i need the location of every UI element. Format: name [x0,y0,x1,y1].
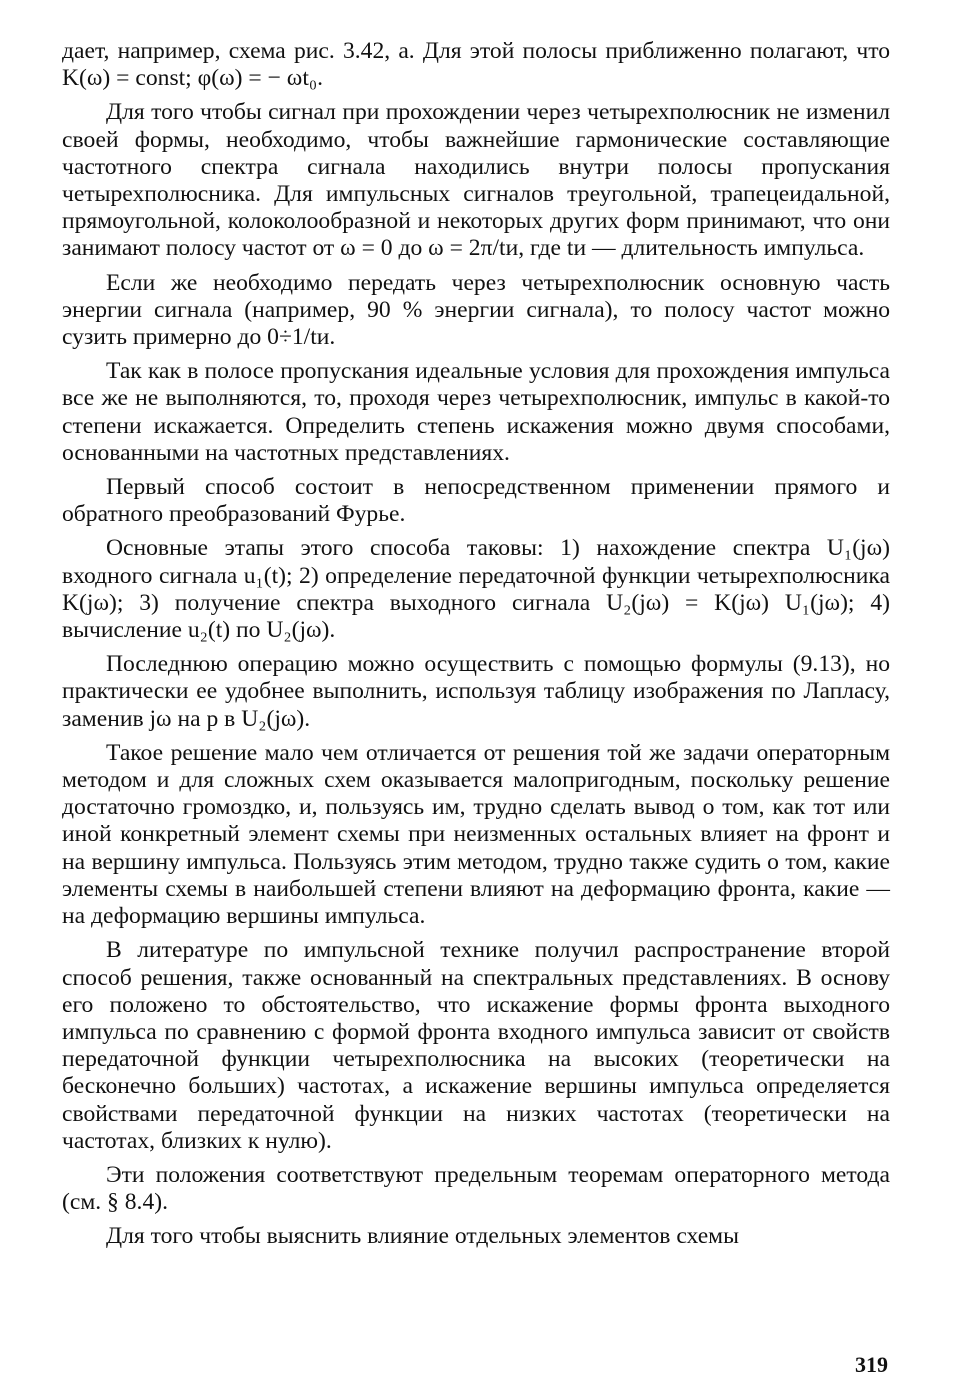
paragraph-10: Эти положения соответствуют предельным теоремам операторного метода (см. § 8.4). [62,1161,890,1216]
paragraph-5: Первый способ состоит в непосредственном применении прямого и обратного преобразований Фурье. [62,474,890,528]
paragraph-3: Если же необходимо передать через четырехполюсник основную часть энергии сигнала (например, 90 % энергии сигнала), то полосу частот можно сузить примерно до 0÷1/tи. [62,269,890,351]
paragraph-1: дает, например, схема рис. 3.42, а. Для этой полосы приближенно полагают, что K(ω) = const; φ(ω) = − ωt₀. [62,38,890,92]
page-number: 319 [855,1352,888,1377]
paragraph-6: Основные этапы этого способа таковы: 1) нахождение спектра U₁(jω) входного сигнала u₁(t); 2) определение передаточной функции четырехполюсника K(jω); 3) получение спектра выходного сигнала U₂(jω) = K(jω) U₁(jω); 4) вычисление u₂(t) по U₂(jω). [62,535,890,644]
paragraph-8: Такое решение мало чем отличается от решения той же задачи операторным методом и для сложных схем оказывается малопригодным, поскольку решение достаточно громоздко, и, пользуясь им, трудно сделать вывод о том, как тот или иной конкретный элемент схемы при неизменных остальных влияет на фронт и на вершину импульса. Пользуясь этим методом, трудно также судить о том, какие элементы схемы в наибольшей степени влияют на деформацию фронта, какие — на деформацию вершины импульса. [62,739,890,930]
paragraph-7: Последнюю операцию можно осуществить с помощью формулы (9.13), но практически ее удобнее выполнить, используя таблицу изображения по Лапласу, заменив jω на p в U₂(jω). [62,651,890,732]
paragraph-11: Для того чтобы выяснить влияние отдельных элементов схемы [106,1223,739,1250]
page-body [62,38,890,1258]
paragraph-2: Для того чтобы сигнал при прохождении через четырехполюсник не изменил своей формы, необходимо, чтобы важнейшие гармонические составляющие частотного спектра сигнала находились внутри полосы пропускания четырехполюсника. Для импульсных сигналов треугольной, трапецеидальной, прямоугольной, колоколообразной и некоторых других форм принимают, что они занимают полосу частот от ω = 0 до ω = 2π/tи, где tи — длительность импульса. [62,99,890,262]
paragraph-9: В литературе по импульсной технике получил распространение второй способ решения, также основанный на спектральных представлениях. В основу его положено то обстоятельство, что искажение формы фронта выходного импульса по сравнению с формой фронта входного импульса зависит от свойств передаточной функции четырехполюсника на высоких (теоретически на бесконечно больших) частотах, а искажение вершины импульса определяется свойствами передаточной функции на низких частотах (теоретически на частотах, близких к нулю). [62,937,890,1154]
paragraph-4: Так как в полосе пропускания идеальные условия для прохождения импульса все же не выполняются, то, проходя через четырехполюсник, импульс в какой-то степени искажается. Определить степень искажения можно двумя способами, основанными на частотных представлениях. [62,358,890,466]
